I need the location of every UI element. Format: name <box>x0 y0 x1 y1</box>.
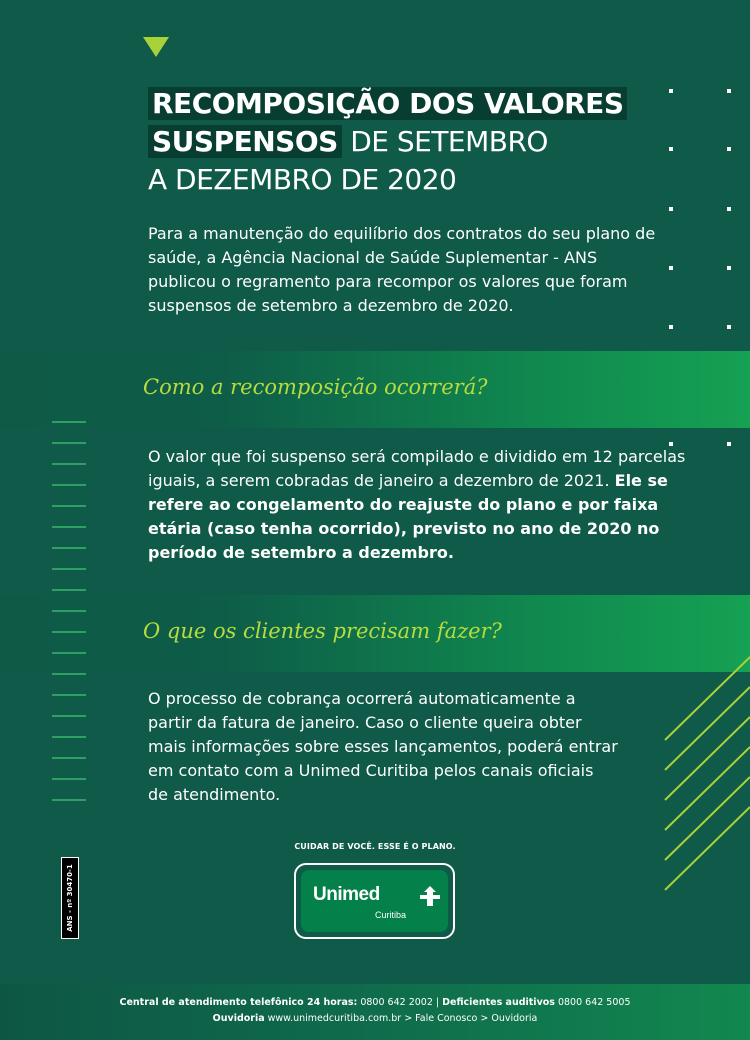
footer <box>0 984 750 1040</box>
decor-dash <box>52 610 86 612</box>
decor-dot <box>727 89 731 93</box>
logo-subtitle: Curitiba <box>375 910 407 920</box>
title-line-2-rest: DE SETEMBRO <box>341 125 548 158</box>
section-title-2: O que os clientes precisam fazer? <box>143 619 502 643</box>
logo-background <box>301 870 448 932</box>
decor-dash <box>52 547 86 549</box>
ans-registration-text: ANS - nº 30470-1 <box>66 864 74 932</box>
slogan: CUIDAR DE VOCÊ. ESSE É O PLANO. <box>294 842 456 851</box>
decor-dash <box>52 778 86 780</box>
decor-dash <box>52 568 86 570</box>
section-title-1: Como a recomposição ocorrerá? <box>143 375 488 399</box>
footer-ombudsman-link[interactable]: www.unimedcuritiba.com.br > Fale Conosco > Ouvidoria <box>264 1013 538 1024</box>
decor-dash <box>52 736 86 738</box>
title-line-2 <box>148 123 668 161</box>
unimed-logo <box>294 863 455 939</box>
decor-diagonal-line <box>665 747 750 830</box>
intro-paragraph: Para a manutenção do equilíbrio dos contratos do seu plano de saúde, a Agência Nacional de Saúde Suplementar - ANS publicou o regramento para recompor os valores que foram suspensos de setembro a dezembro de 2020. <box>148 224 656 315</box>
decor-diagonal-line <box>665 687 750 770</box>
section-band-2 <box>0 595 750 672</box>
title-line-3 <box>148 161 668 199</box>
footer-ombudsman-label: Ouvidoria <box>212 1013 265 1024</box>
decor-dash <box>52 652 86 654</box>
decor-dot <box>669 325 673 329</box>
decor-dash <box>52 463 86 465</box>
title-highlight-1: RECOMPOSIÇÃO DOS VALORES <box>148 87 627 120</box>
decor-dot <box>727 207 731 211</box>
decor-dash <box>52 799 86 801</box>
decor-diagonal-line <box>665 777 750 860</box>
section1-bold-text: Ele se refere ao congelamento do reajuste do plano e por faixa etária (caso tenha ocorrido), previsto no ano de 2020 no período de setembro a dezembro. <box>148 471 668 562</box>
decor-dash <box>52 589 86 591</box>
decor-dash <box>52 526 86 528</box>
ans-registration-tag <box>61 857 79 939</box>
decor-dot <box>727 266 731 270</box>
footer-separator: | <box>432 997 443 1008</box>
decor-diagonal-line <box>665 717 750 800</box>
page-title <box>148 85 668 199</box>
decor-dot <box>727 147 731 151</box>
section-band-1 <box>0 351 750 428</box>
decor-dash <box>52 421 86 423</box>
section1-text: O valor que foi suspenso será compilado e dividido em 12 parcelas iguais, a serem cobradas de janeiro a dezembro de 2021. <box>148 447 686 490</box>
unimed-symbol-icon <box>418 885 442 907</box>
footer-phone-label: Central de atendimento telefônico 24 horas: <box>119 997 358 1008</box>
decor-dot <box>669 266 673 270</box>
decor-dot <box>669 207 673 211</box>
decor-dash <box>52 673 86 675</box>
decor-dash <box>52 715 86 717</box>
title-highlight-2: SUSPENSOS <box>148 125 342 158</box>
decor-dot <box>669 89 673 93</box>
decor-diagonal-line <box>665 807 750 890</box>
decor-dash <box>52 694 86 696</box>
footer-ombudsman-line <box>0 1013 750 1024</box>
decor-dash <box>52 631 86 633</box>
triangle-marker-icon <box>143 37 169 57</box>
title-line-3-text: A DEZEMBRO DE 2020 <box>148 163 457 196</box>
decor-dot <box>727 325 731 329</box>
section1-paragraph <box>148 445 708 565</box>
footer-contact-line <box>0 997 750 1008</box>
title-line-1 <box>148 85 668 123</box>
decor-dash <box>52 484 86 486</box>
footer-phone-number: 0800 642 2002 <box>357 997 433 1008</box>
decor-dot <box>727 442 731 446</box>
section2-paragraph: O processo de cobrança ocorrerá automaticamente a partir da fatura de janeiro. Caso o cliente queira obter mais informações sobre esses lançamentos, poderá entrar em contato com a Unimed Curitiba pelos canais oficiais de atendimento. <box>148 689 618 804</box>
decor-dash <box>52 757 86 759</box>
decor-dash <box>52 505 86 507</box>
footer-hearing-label: Deficientes auditivos <box>442 997 555 1008</box>
decor-dash <box>52 442 86 444</box>
decor-dot <box>669 147 673 151</box>
footer-hearing-number: 0800 642 5005 <box>554 997 631 1008</box>
logo-wordmark: Unimed <box>313 884 380 905</box>
